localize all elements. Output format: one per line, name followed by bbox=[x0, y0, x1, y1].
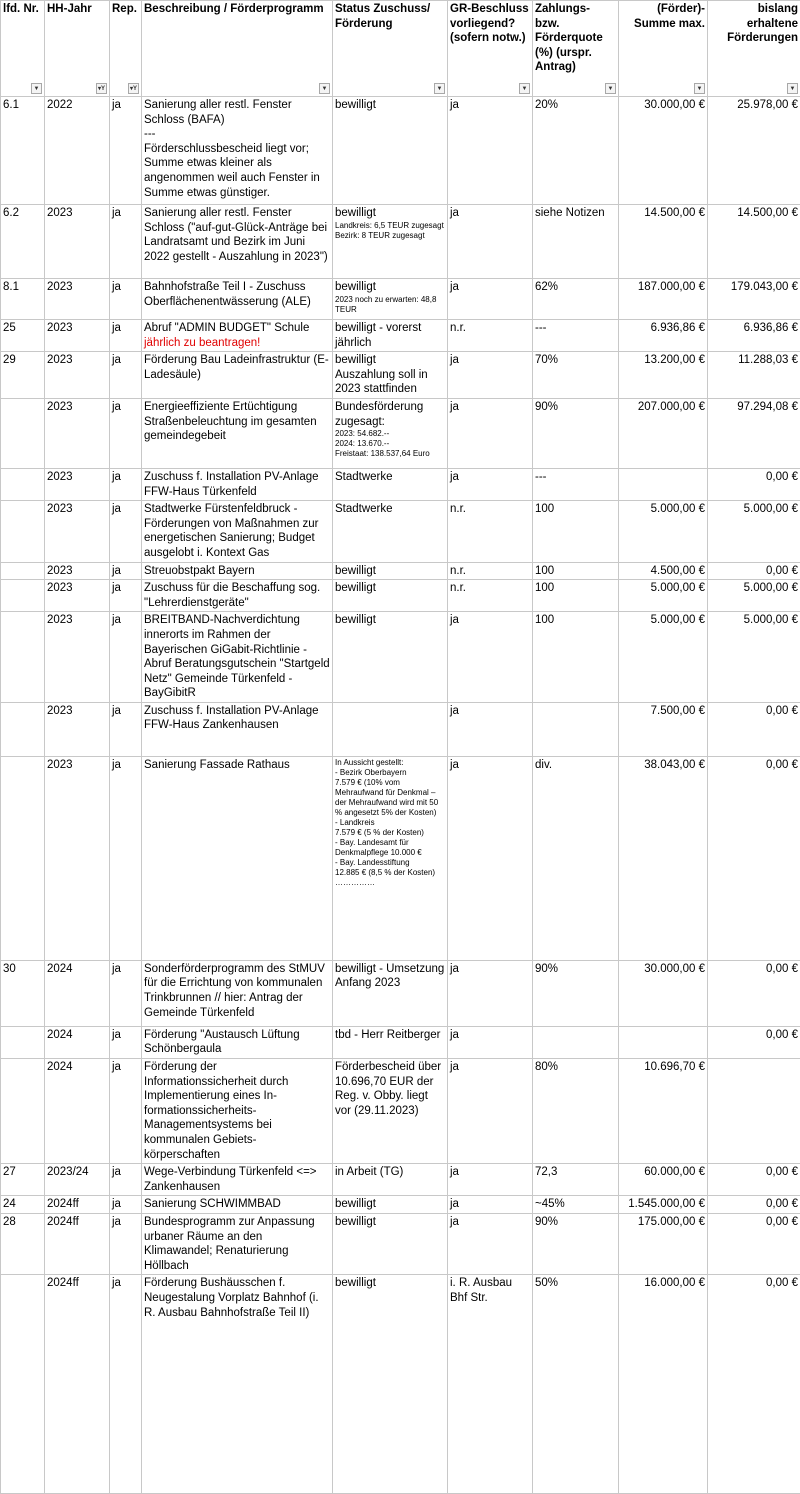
cell-beschreibung[interactable]: Förderung "Austausch Lüftung Schönbergaula bbox=[142, 1026, 333, 1058]
cell-erhalten[interactable]: 0,00 € bbox=[708, 960, 800, 1026]
cell-status[interactable]: bewilligt Auszahlung soll in 2023 stattfinden bbox=[333, 352, 448, 399]
filter-dropdown-icon[interactable]: ▼ bbox=[319, 83, 330, 94]
cell-beschreibung[interactable]: Zuschuss f. Installation PV-Anlage FFW-Haus Türkenfeld bbox=[142, 468, 333, 500]
cell-lfd[interactable] bbox=[1, 1026, 45, 1058]
header-rep: Rep. ▾Y bbox=[110, 1, 142, 97]
cell-lfd[interactable] bbox=[1, 501, 45, 562]
cell-rep[interactable]: ja bbox=[110, 320, 142, 352]
cell-status[interactable]: tbd - Herr Reitberger bbox=[333, 1026, 448, 1058]
cell-jahr[interactable]: 2023 bbox=[45, 562, 110, 580]
cell-status[interactable]: in Arbeit (TG) bbox=[333, 1164, 448, 1196]
cell-erhalten[interactable]: 11.288,03 € bbox=[708, 352, 800, 399]
cell-lfd[interactable]: 24 bbox=[1, 1196, 45, 1214]
cell-beschreibung[interactable]: Zuschuss für die Beschaffung sog. "Lehrerdienstgeräte" bbox=[142, 580, 333, 612]
cell-quote[interactable]: --- bbox=[533, 468, 619, 500]
cell-erhalten[interactable]: 25.978,00 € bbox=[708, 97, 800, 205]
status-note: 2023 noch zu erwarten: 48,8 TEUR bbox=[335, 295, 445, 315]
cell-jahr[interactable]: 2022 bbox=[45, 97, 110, 205]
cell-rep[interactable]: ja bbox=[110, 1164, 142, 1196]
status-note: Landkreis: 6,5 TEUR zugesagt Bezirk: 8 TEUR zugesagt bbox=[335, 221, 445, 241]
cell-summe[interactable]: 38.043,00 € bbox=[619, 756, 708, 960]
cell-lfd[interactable] bbox=[1, 1059, 45, 1164]
table-row bbox=[1, 1275, 800, 1494]
cell-erhalten[interactable]: 14.500,00 € bbox=[708, 205, 800, 279]
status-note: 2023: 54.682.-- 2024: 13.670.-- Freistaat: 138.537,64 Euro bbox=[335, 429, 445, 459]
cell-status[interactable]: Bundesförderung zugesagt: 2023: 54.682.-- 2024: 13.670.-- Freistaat: 138.537,64 Euro bbox=[333, 398, 448, 468]
cell-lfd[interactable] bbox=[1, 468, 45, 500]
cell-beschreibung[interactable]: Sanierung aller restl. Fenster Schloss (BAFA) --- Förderschlussbescheid liegt vor; Summe etwas kleiner als angenommen weil auch Fenster in Summe etwas günstiger. bbox=[142, 97, 333, 205]
cell-status[interactable]: bewilligt bbox=[333, 1214, 448, 1275]
cell-rep[interactable]: ja bbox=[110, 398, 142, 468]
table-row bbox=[1, 320, 800, 352]
cell-rep[interactable]: ja bbox=[110, 960, 142, 1026]
cell-summe[interactable]: 5.000,00 € bbox=[619, 580, 708, 612]
cell-gr[interactable]: ja bbox=[448, 468, 533, 500]
table-row bbox=[1, 562, 800, 580]
cell-quote[interactable]: div. bbox=[533, 756, 619, 960]
cell-rep[interactable]: ja bbox=[110, 1059, 142, 1164]
cell-summe[interactable]: 1.545.000,00 € bbox=[619, 1196, 708, 1214]
filter-active-icon[interactable]: ▾Y bbox=[128, 83, 139, 94]
cell-rep[interactable]: ja bbox=[110, 352, 142, 399]
cell-jahr[interactable]: 2024ff bbox=[45, 1214, 110, 1275]
cell-gr[interactable]: ja bbox=[448, 756, 533, 960]
cell-summe[interactable]: 13.200,00 € bbox=[619, 352, 708, 399]
cell-lfd[interactable]: 6.2 bbox=[1, 205, 45, 279]
table-row bbox=[1, 756, 800, 960]
cell-summe[interactable]: 30.000,00 € bbox=[619, 960, 708, 1026]
cell-lfd[interactable] bbox=[1, 1275, 45, 1494]
cell-jahr[interactable]: 2024 bbox=[45, 1026, 110, 1058]
cell-jahr[interactable]: 2024 bbox=[45, 1059, 110, 1164]
cell-status[interactable]: Stadtwerke bbox=[333, 468, 448, 500]
cell-summe[interactable]: 175.000,00 € bbox=[619, 1214, 708, 1275]
note-red: jährlich zu beantragen! bbox=[144, 336, 330, 351]
header-lfd: lfd. Nr. ▼ bbox=[1, 1, 45, 97]
cell-erhalten[interactable]: 0,00 € bbox=[708, 1214, 800, 1275]
cell-summe[interactable]: 207.000,00 € bbox=[619, 398, 708, 468]
cell-summe[interactable]: 187.000,00 € bbox=[619, 279, 708, 320]
cell-gr[interactable]: ja bbox=[448, 1214, 533, 1275]
cell-jahr[interactable]: 2023 bbox=[45, 205, 110, 279]
cell-quote[interactable] bbox=[533, 1026, 619, 1058]
filter-dropdown-icon[interactable]: ▼ bbox=[434, 83, 445, 94]
cell-gr[interactable]: ja bbox=[448, 279, 533, 320]
cell-beschreibung[interactable]: Wege-Verbindung Türkenfeld <=> Zankenhausen bbox=[142, 1164, 333, 1196]
cell-summe[interactable] bbox=[619, 468, 708, 500]
cell-quote[interactable]: 90% bbox=[533, 1214, 619, 1275]
cell-jahr[interactable]: 2023 bbox=[45, 320, 110, 352]
cell-beschreibung[interactable]: Streuobstpakt Bayern bbox=[142, 562, 333, 580]
cell-gr[interactable]: ja bbox=[448, 205, 533, 279]
cell-jahr[interactable]: 2023 bbox=[45, 612, 110, 703]
cell-quote[interactable]: --- bbox=[533, 320, 619, 352]
cell-gr[interactable]: n.r. bbox=[448, 501, 533, 562]
filter-dropdown-icon[interactable]: ▼ bbox=[519, 83, 530, 94]
cell-quote[interactable]: 70% bbox=[533, 352, 619, 399]
cell-rep[interactable]: ja bbox=[110, 562, 142, 580]
cell-status[interactable] bbox=[333, 702, 448, 756]
cell-status[interactable]: bewilligt bbox=[333, 612, 448, 703]
cell-gr[interactable]: ja bbox=[448, 702, 533, 756]
cell-jahr[interactable]: 2023 bbox=[45, 756, 110, 960]
cell-lfd[interactable] bbox=[1, 702, 45, 756]
table-row bbox=[1, 501, 800, 562]
table-row bbox=[1, 352, 800, 399]
cell-gr[interactable]: ja bbox=[448, 1196, 533, 1214]
table-row bbox=[1, 1214, 800, 1275]
header-quote: Zahlungs- bzw. Förderquote (%) (urspr. Antrag) ▼ bbox=[533, 1, 619, 97]
cell-quote[interactable]: 62% bbox=[533, 279, 619, 320]
status-note: In Aussicht gestellt: - Bezirk Oberbayern 7.579 € (10% vom Mehraufwand für Denkmal – der Mehraufwand wird mit 50 % angesetzt 5% der Kosten) - Landkreis 7.579 € (5 % der Kosten) - Bay. Landesamt für Denkmalpflege 10.000 € - Bay. Landesstiftung 12.885 € (8,5 % der Kosten) …………… bbox=[335, 758, 445, 888]
cell-rep[interactable]: ja bbox=[110, 1214, 142, 1275]
header-gr: GR-Beschluss vorliegend? (sofern notw.) ▼ bbox=[448, 1, 533, 97]
table-row bbox=[1, 612, 800, 703]
cell-status[interactable]: bewilligt bbox=[333, 1196, 448, 1214]
header-erhalten: bislang erhaltene Förderungen ▼ bbox=[708, 1, 800, 97]
cell-jahr[interactable]: 2023/24 bbox=[45, 1164, 110, 1196]
cell-rep[interactable]: ja bbox=[110, 1026, 142, 1058]
cell-gr[interactable]: ja bbox=[448, 352, 533, 399]
cell-quote[interactable] bbox=[533, 702, 619, 756]
cell-jahr[interactable]: 2023 bbox=[45, 501, 110, 562]
table-row bbox=[1, 1164, 800, 1196]
cell-rep[interactable]: ja bbox=[110, 702, 142, 756]
cell-lfd[interactable] bbox=[1, 562, 45, 580]
table-row bbox=[1, 398, 800, 468]
cell-status[interactable]: bewilligt bbox=[333, 580, 448, 612]
cell-beschreibung[interactable]: Energieeffiziente Ertüchtigung Straßenbeleuchtung im gesamten gemeindegebeit bbox=[142, 398, 333, 468]
cell-rep[interactable]: ja bbox=[110, 97, 142, 205]
cell-jahr[interactable]: 2023 bbox=[45, 580, 110, 612]
cell-rep[interactable]: ja bbox=[110, 205, 142, 279]
cell-summe[interactable]: 60.000,00 € bbox=[619, 1164, 708, 1196]
table-row bbox=[1, 1026, 800, 1058]
cell-jahr[interactable]: 2024ff bbox=[45, 1275, 110, 1494]
cell-gr[interactable]: ja bbox=[448, 1026, 533, 1058]
cell-status[interactable]: bewilligt - vorerst jährlich bbox=[333, 320, 448, 352]
cell-quote[interactable]: 100 bbox=[533, 612, 619, 703]
cell-gr[interactable]: ja bbox=[448, 97, 533, 205]
cell-status[interactable] bbox=[333, 756, 448, 960]
cell-lfd[interactable]: 28 bbox=[1, 1214, 45, 1275]
cell-lfd[interactable] bbox=[1, 580, 45, 612]
cell-beschreibung[interactable]: Sanierung aller restl. Fenster Schloss ("auf-gut-Glück-Anträge bei Landratsamt und Bezirk im Juni 2022 gestellt - Auszahlung in 2023") bbox=[142, 205, 333, 279]
header-row bbox=[1, 1, 800, 97]
cell-erhalten[interactable]: 179.043,00 € bbox=[708, 279, 800, 320]
cell-rep[interactable]: ja bbox=[110, 580, 142, 612]
filter-dropdown-icon[interactable]: ▼ bbox=[605, 83, 616, 94]
table-row bbox=[1, 580, 800, 612]
cell-jahr[interactable]: 2023 bbox=[45, 279, 110, 320]
cell-gr[interactable]: ja bbox=[448, 612, 533, 703]
cell-lfd[interactable]: 6.1 bbox=[1, 97, 45, 205]
cell-status[interactable]: Stadtwerke bbox=[333, 501, 448, 562]
cell-status[interactable]: Förderbescheid über 10.696,70 EUR der Reg. v. Obby. liegt vor (29.11.2023) bbox=[333, 1059, 448, 1164]
cell-quote[interactable]: 100 bbox=[533, 562, 619, 580]
cell-lfd[interactable]: 25 bbox=[1, 320, 45, 352]
cell-lfd[interactable]: 8.1 bbox=[1, 279, 45, 320]
cell-jahr[interactable]: 2023 bbox=[45, 468, 110, 500]
header-jahr: HH-Jahr ▾Y bbox=[45, 1, 110, 97]
cell-beschreibung[interactable]: Sonderförderprogramm des StMUV für die Errichtung von kommunalen Trinkbrunnen // hier: Antrag der Gemeinde Türkenfeld bbox=[142, 960, 333, 1026]
cell-erhalten[interactable]: 97.294,08 € bbox=[708, 398, 800, 468]
cell-quote[interactable]: 80% bbox=[533, 1059, 619, 1164]
cell-beschreibung[interactable]: Sanierung SCHWIMMBAD bbox=[142, 1196, 333, 1214]
header-status: Status Zuschuss/ Förderung ▼ bbox=[333, 1, 448, 97]
cell-lfd[interactable]: 29 bbox=[1, 352, 45, 399]
cell-gr[interactable]: ja bbox=[448, 398, 533, 468]
cell-erhalten[interactable]: 5.000,00 € bbox=[708, 501, 800, 562]
cell-quote[interactable]: 50% bbox=[533, 1275, 619, 1494]
table-row bbox=[1, 205, 800, 279]
cell-jahr[interactable]: 2024 bbox=[45, 960, 110, 1026]
cell-lfd[interactable] bbox=[1, 398, 45, 468]
cell-status[interactable]: bewilligt bbox=[333, 97, 448, 205]
cell-gr[interactable]: ja bbox=[448, 1059, 533, 1164]
cell-summe[interactable]: 10.696,70 € bbox=[619, 1059, 708, 1164]
cell-erhalten[interactable]: 0,00 € bbox=[708, 702, 800, 756]
cell-lfd[interactable]: 30 bbox=[1, 960, 45, 1026]
cell-erhalten[interactable]: 0,00 € bbox=[708, 1164, 800, 1196]
cell-beschreibung[interactable]: Zuschuss f. Installation PV-Anlage FFW-Haus Zankenhausen bbox=[142, 702, 333, 756]
cell-summe[interactable] bbox=[619, 1026, 708, 1058]
cell-erhalten[interactable]: 0,00 € bbox=[708, 1026, 800, 1058]
cell-gr[interactable]: ja bbox=[448, 960, 533, 1026]
header-summe: (Förder)- Summe max. ▼ bbox=[619, 1, 708, 97]
cell-rep[interactable]: ja bbox=[110, 468, 142, 500]
cell-status[interactable]: bewilligt 2023 noch zu erwarten: 48,8 TEUR bbox=[333, 279, 448, 320]
cell-erhalten[interactable]: 0,00 € bbox=[708, 756, 800, 960]
cell-erhalten[interactable]: 5.000,00 € bbox=[708, 612, 800, 703]
cell-erhalten[interactable]: 0,00 € bbox=[708, 1196, 800, 1214]
cell-gr[interactable]: ja bbox=[448, 1164, 533, 1196]
cell-beschreibung[interactable]: Förderung Bushäusschen f. Neugestalung Vorplatz Bahnhof (i. R. Ausbau Bahnhofstraße Teil II) bbox=[142, 1275, 333, 1494]
cell-gr[interactable]: n.r. bbox=[448, 320, 533, 352]
cell-quote[interactable]: ~45% bbox=[533, 1196, 619, 1214]
cell-quote[interactable]: 100 bbox=[533, 501, 619, 562]
cell-rep[interactable]: ja bbox=[110, 501, 142, 562]
cell-beschreibung[interactable]: Förderung der Informationssicherheit durch Implementierung eines In-formationssicherheits-Managementsystems bei kommunalen Gebiets-körperschaften bbox=[142, 1059, 333, 1164]
cell-status[interactable]: bewilligt - Umsetzung Anfang 2023 bbox=[333, 960, 448, 1026]
header-beschreibung: Beschreibung / Förderprogramm ▼ bbox=[142, 1, 333, 97]
cell-erhalten[interactable] bbox=[708, 1059, 800, 1164]
cell-jahr[interactable]: 2023 bbox=[45, 398, 110, 468]
cell-quote[interactable]: 20% bbox=[533, 97, 619, 205]
cell-quote[interactable]: siehe Notizen bbox=[533, 205, 619, 279]
cell-beschreibung[interactable]: Stadtwerke Fürstenfeldbruck - Förderungen von Maßnahmen zur energetischen Sanierung; Budget ausgelobt i. Kontext Gas bbox=[142, 501, 333, 562]
cell-summe[interactable]: 6.936,86 € bbox=[619, 320, 708, 352]
table-row bbox=[1, 1059, 800, 1164]
cell-summe[interactable]: 5.000,00 € bbox=[619, 501, 708, 562]
table-row bbox=[1, 97, 800, 205]
cell-beschreibung[interactable]: BREITBAND-Nachverdichtung innerorts im Rahmen der Bayerischen GiGabit-Richtlinie - Abruf Beratungsgutschein "Startgeld Netz" Gemeinde Türkenfeld - BayGibitR bbox=[142, 612, 333, 703]
cell-beschreibung[interactable]: Sanierung Fassade Rathaus bbox=[142, 756, 333, 960]
cell-erhalten[interactable]: 0,00 € bbox=[708, 1275, 800, 1494]
cell-gr[interactable]: i. R. Ausbau Bhf Str. bbox=[448, 1275, 533, 1494]
cell-beschreibung[interactable]: Abruf "ADMIN BUDGET" Schule jährlich zu beantragen! bbox=[142, 320, 333, 352]
cell-gr[interactable]: n.r. bbox=[448, 562, 533, 580]
cell-jahr[interactable]: 2023 bbox=[45, 702, 110, 756]
cell-gr[interactable]: n.r. bbox=[448, 580, 533, 612]
cell-status[interactable]: bewilligt bbox=[333, 1275, 448, 1494]
cell-erhalten[interactable]: 5.000,00 € bbox=[708, 580, 800, 612]
cell-jahr[interactable]: 2023 bbox=[45, 352, 110, 399]
table-row bbox=[1, 1196, 800, 1214]
cell-summe[interactable]: 5.000,00 € bbox=[619, 612, 708, 703]
cell-rep[interactable]: ja bbox=[110, 1196, 142, 1214]
cell-summe[interactable]: 16.000,00 € bbox=[619, 1275, 708, 1494]
cell-jahr[interactable]: 2024ff bbox=[45, 1196, 110, 1214]
cell-summe[interactable]: 4.500,00 € bbox=[619, 562, 708, 580]
cell-quote[interactable]: 72,3 bbox=[533, 1164, 619, 1196]
cell-summe[interactable]: 30.000,00 € bbox=[619, 97, 708, 205]
cell-lfd[interactable] bbox=[1, 756, 45, 960]
filter-dropdown-icon[interactable]: ▼ bbox=[31, 83, 42, 94]
table-row bbox=[1, 702, 800, 756]
cell-erhalten[interactable]: 0,00 € bbox=[708, 468, 800, 500]
cell-status[interactable]: bewilligt Landkreis: 6,5 TEUR zugesagt Bezirk: 8 TEUR zugesagt bbox=[333, 205, 448, 279]
cell-beschreibung[interactable]: Bundesprogramm zur Anpassung urbaner Räume an den Klimawandel; Renaturierung Höllbach bbox=[142, 1214, 333, 1275]
cell-quote[interactable]: 90% bbox=[533, 398, 619, 468]
cell-erhalten[interactable]: 6.936,86 € bbox=[708, 320, 800, 352]
cell-summe[interactable]: 14.500,00 € bbox=[619, 205, 708, 279]
cell-rep[interactable]: ja bbox=[110, 279, 142, 320]
cell-rep[interactable]: ja bbox=[110, 612, 142, 703]
table-row bbox=[1, 960, 800, 1026]
cell-lfd[interactable]: 27 bbox=[1, 1164, 45, 1196]
cell-quote[interactable]: 100 bbox=[533, 580, 619, 612]
table-row bbox=[1, 279, 800, 320]
cell-summe[interactable]: 7.500,00 € bbox=[619, 702, 708, 756]
cell-beschreibung[interactable]: Bahnhofstraße Teil I - Zuschuss Oberflächenentwässerung (ALE) bbox=[142, 279, 333, 320]
filter-active-icon[interactable]: ▾Y bbox=[96, 83, 107, 94]
cell-quote[interactable]: 90% bbox=[533, 960, 619, 1026]
filter-dropdown-icon[interactable]: ▼ bbox=[694, 83, 705, 94]
cell-beschreibung[interactable]: Förderung Bau Ladeinfrastruktur (E-Ladesäule) bbox=[142, 352, 333, 399]
filter-dropdown-icon[interactable]: ▼ bbox=[787, 83, 798, 94]
cell-status[interactable]: bewilligt bbox=[333, 562, 448, 580]
cell-erhalten[interactable]: 0,00 € bbox=[708, 562, 800, 580]
cell-rep[interactable]: ja bbox=[110, 1275, 142, 1494]
table-row bbox=[1, 468, 800, 500]
cell-lfd[interactable] bbox=[1, 612, 45, 703]
cell-rep[interactable]: ja bbox=[110, 756, 142, 960]
